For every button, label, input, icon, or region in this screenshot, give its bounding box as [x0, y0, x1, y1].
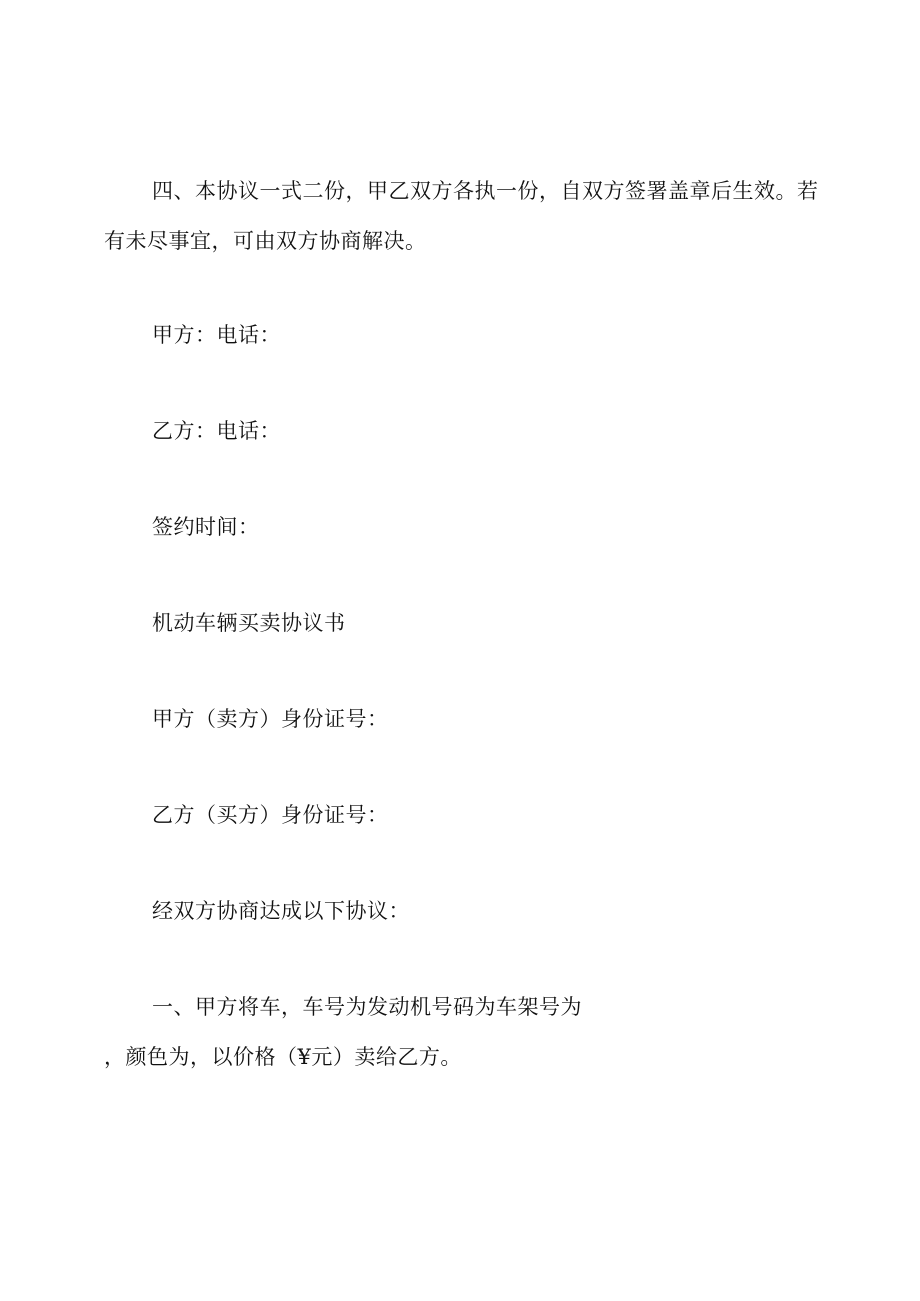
clause-4-line-1: 四、本协议一式二份，甲乙双方各执一份，自双方签署盖章后生效。若	[152, 179, 819, 203]
party-a-id: 甲方（卖方）身份证号：	[152, 707, 389, 731]
party-a-phone: 甲方：电话：	[152, 323, 281, 347]
party-b-phone: 乙方：电话：	[152, 419, 281, 443]
agreement-intro: 经双方协商达成以下协议：	[152, 899, 410, 923]
document-title: 机动车辆买卖协议书	[152, 611, 346, 635]
clause-1-line-2: ，颜色为，以价格（¥元）卖给乙方。	[104, 1045, 462, 1069]
signing-time: 签约时间：	[152, 515, 260, 539]
clause-4-line-2: 有未尽事宜，可由双方协商解决。	[104, 229, 427, 253]
clause-1-line-1: 一、甲方将车，车号为发动机号码为车架号为	[152, 995, 582, 1019]
party-b-id: 乙方（买方）身份证号：	[152, 803, 389, 827]
